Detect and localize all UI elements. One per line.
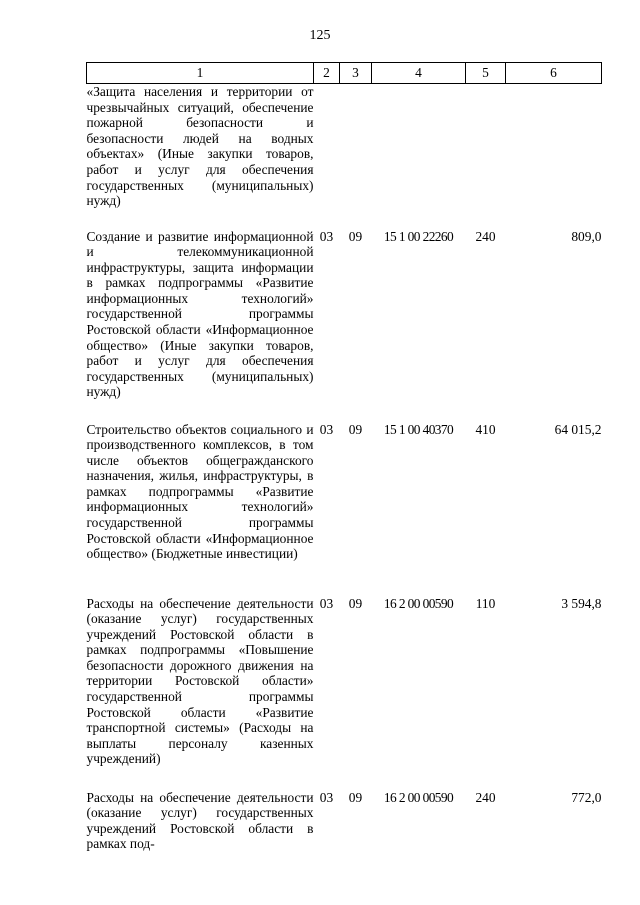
header-cell: 1 [87,63,314,84]
row-description: Расходы на обеспечение деятельности (оказание услуг) государственных учреждений Ростовской области в рамках под- [86,789,314,852]
table-row [87,229,602,422]
header-cell: 6 [506,63,602,84]
header-row [87,63,602,84]
header-cell: 5 [466,63,506,84]
row-description: Расходы на обеспечение деятельности (оказание услуг) государственных учреждений Ростовской области в рамках подпрограммы «Повышение безопасности дорожного движения на территории Ростовской области» государственной программы Ростовской области «Развитие транспортной системы» (Расходы на выплаты персоналу казенных учреждений) [86,595,314,767]
row-subsection: 09 [348,595,363,611]
table-row [87,790,602,852]
row-section: 03 [319,228,334,244]
page-number: 125 [309,28,331,43]
row-expense-type: 110 [475,595,496,611]
row-subsection: 09 [348,421,363,437]
row-expense-type: 240 [475,789,496,805]
row-subsection [340,84,372,229]
header-cell: 2 [314,63,340,84]
row-section: 03 [319,421,334,437]
row-description: Строительство объектов социального и производственного комплексов, в том числе объектов общегражданского назначения, жилья, инфраструктуры, в рамках подпрограммы «Развитие информационных технологий» государственной программы Ростовской области «Информационное общество» (Бюджетные инвестиции) [86,421,314,562]
row-expense-type [466,84,506,229]
row-subsection: 09 [348,789,363,805]
row-amount: 772,0 [571,789,602,805]
row-description: Создание и развитие информационной и телекоммуникационной инфраструктуры, защита информации в рамках подпрограммы «Развитие информационных технологий» государственной программы Ростовской области «Информационное общество» (Иные закупки товаров, работ и услуг для обеспечения государственных (муниципальных) нужд) [86,228,314,400]
row-subsection: 09 [348,228,363,244]
row-target-article: 16 2 00 00590 [383,789,454,805]
row-target-article: 15 1 00 22260 [383,228,454,244]
row-target-article [372,84,466,229]
row-section: 03 [319,789,334,805]
table-row [87,596,602,790]
row-section [314,84,340,229]
row-amount: 809,0 [571,228,602,244]
row-amount [506,84,602,229]
table-row [87,84,602,229]
row-amount: 3 594,8 [561,595,602,611]
row-expense-type: 240 [475,228,496,244]
row-target-article: 16 2 00 00590 [383,595,454,611]
row-section: 03 [319,595,334,611]
header-cell: 3 [340,63,372,84]
row-target-article: 15 1 00 40370 [383,421,454,437]
header-cell: 4 [372,63,466,84]
row-description: «Защита населения и территории от чрезвычайных ситуаций, обеспечение пожарной безопасности и безопасности людей на водных объектах» (Иные закупки товаров, работ и услуг для обеспечения государственных (муниципальных) нужд) [86,84,314,209]
table-row [87,422,602,596]
row-amount: 64 015,2 [554,421,602,437]
budget-table [86,62,602,852]
row-expense-type: 410 [475,421,496,437]
